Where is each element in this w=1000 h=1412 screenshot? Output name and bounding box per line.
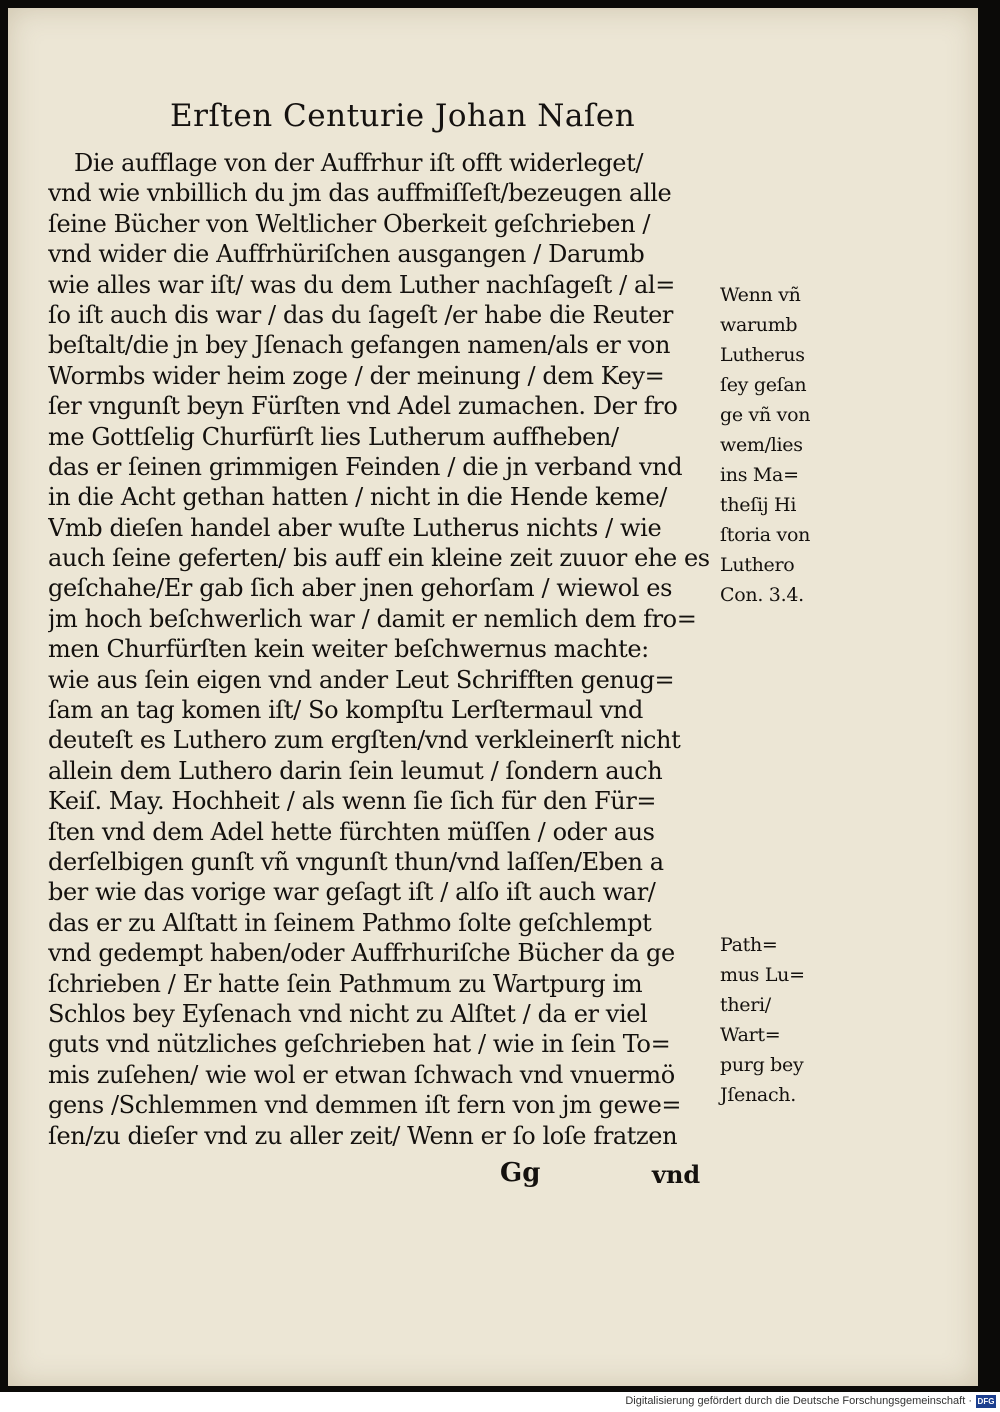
margin-note-line: mus Lu= xyxy=(720,964,805,986)
margin-note-line: Wart= xyxy=(720,1024,781,1046)
margin-note-pathmus xyxy=(720,930,830,1110)
book-page xyxy=(8,8,978,1386)
main-text-block xyxy=(48,148,720,1151)
text-line: ſchrieben / Er hatte ſein Pathmum zu Wartpurg im xyxy=(48,969,643,998)
margin-note-line: ins Ma= xyxy=(720,464,799,486)
margin-note-line: wem/lies xyxy=(720,434,803,456)
margin-note-line: theri/ xyxy=(720,994,771,1016)
margin-note-line: Path= xyxy=(720,934,778,956)
text-line: deuteſt es Luthero zum ergſten/vnd verkleinerſt nicht xyxy=(48,726,681,755)
text-line: das er ſeinen grimmigen Feinden / die jn verband vnd xyxy=(48,452,683,481)
margin-note-line: Con. 3.4. xyxy=(720,584,804,606)
running-header: Erſten Centurie Johan Naſen xyxy=(170,98,636,134)
text-line: wie aus ſein eigen vnd ander Leut Schrifften genug= xyxy=(48,665,675,694)
text-line: ſeine Bücher von Weltlicher Oberkeit geſchrieben / xyxy=(48,209,651,238)
margin-note-line: warumb xyxy=(720,314,798,336)
text-line: Keiſ. May. Hochheit / als wenn ſie ſich für den Für= xyxy=(48,787,657,816)
margin-note-line: ſtoria von xyxy=(720,524,811,546)
text-line: Vmb dieſen handel aber wuſte Lutherus nichts / wie xyxy=(48,513,662,542)
text-line: vnd wider die Auffrhüriſchen ausgangen / Darumb xyxy=(48,240,645,269)
text-line: wie alles war iſt/ was du dem Luther nachſageſt / al= xyxy=(48,270,675,299)
text-line: derſelbigen gunſt vñ vngunſt thun/vnd laſſen/Eben a xyxy=(48,847,664,876)
text-line: ber wie das vorige war geſagt iſt / alſo iſt auch war/ xyxy=(48,878,656,907)
text-line: das er zu Alſtatt in ſeinem Pathmo ſolte geſchlempt xyxy=(48,908,652,937)
catchword: vnd xyxy=(652,1160,701,1189)
text-line: vnd wie vnbillich du jm das auffmiſſeſt/bezeugen alle xyxy=(48,179,672,208)
text-line: ſo iſt auch dis war / das du ſageſt /er habe die Reuter xyxy=(48,300,673,329)
text-line: in die Acht gethan hatten / nicht in die Hende keme/ xyxy=(48,483,667,512)
text-line: auch ſeine geferten/ bis auff ein kleine zeit zuuor ehe es xyxy=(48,544,710,573)
text-line: Schlos bey Eyſenach vnd nicht zu Alſtet / da er viel xyxy=(48,999,648,1028)
margin-note-luther-captured xyxy=(720,280,830,610)
text-line: geſchahe/Er gab ſich aber jnen gehorſam / wiewol es xyxy=(48,574,673,603)
funding-notice: Digitalisierung gefördert durch die Deutsche Forschungsgemeinschaft · xyxy=(625,1395,972,1407)
margin-note-line: Jſenach. xyxy=(720,1084,796,1106)
text-line: gens /Schlemmen vnd demmen iſt fern von jm gewe= xyxy=(48,1091,682,1120)
text-line: Wormbs wider heim zoge / der meinung / dem Key= xyxy=(48,361,665,390)
digitization-footer xyxy=(0,1392,1000,1412)
text-line: ſen/zu dieſer vnd zu aller zeit/ Wenn er ſo loſe fratzen xyxy=(48,1121,678,1150)
text-line: Die aufflage von der Auffrhur iſt offt widerleget/ xyxy=(74,149,644,177)
text-line: allein dem Luthero darin ſein leumut / ſondern auch xyxy=(48,756,663,785)
text-line: mis zuſehen/ wie wol er etwan ſchwach vnd vnuermö xyxy=(48,1060,675,1089)
text-line: guts vnd nützliches geſchrieben hat / wie in ſein To= xyxy=(48,1030,671,1059)
signature-mark: Gg xyxy=(500,1158,541,1188)
margin-note-line: Luthero xyxy=(720,554,795,576)
text-line: beſtalt/die jn bey Jſenach gefangen namen/als er von xyxy=(48,331,670,360)
text-line: ſer vngunſt beyn Fürſten vnd Adel zumachen. Der fro xyxy=(48,392,678,421)
text-line: vnd gedempt haben/oder Auffrhuriſche Bücher da ge xyxy=(48,939,675,968)
margin-note-line: Lutherus xyxy=(720,344,805,366)
dfg-logo: DFG xyxy=(977,1397,995,1406)
text-line: me Gottſelig Churfürſt lies Lutherum auffheben/ xyxy=(48,422,619,451)
margin-note-line: theſij Hi xyxy=(720,494,797,516)
text-line: ſam an tag komen iſt/ So kompſtu Lerſtermaul vnd xyxy=(48,696,643,725)
margin-note-line: ſey geſan xyxy=(720,374,807,396)
text-line: jm hoch beſchwerlich war / damit er nemlich dem fro= xyxy=(48,604,697,633)
margin-note-line: purg bey xyxy=(720,1054,804,1076)
margin-note-line: ge vñ von xyxy=(720,404,811,426)
text-line: ſten vnd dem Adel hette fürchten müſſen / oder aus xyxy=(48,817,655,846)
text-line: men Churfürſten kein weiter beſchwernus machte: xyxy=(48,635,649,664)
margin-note-line: Wenn vñ xyxy=(720,284,801,306)
